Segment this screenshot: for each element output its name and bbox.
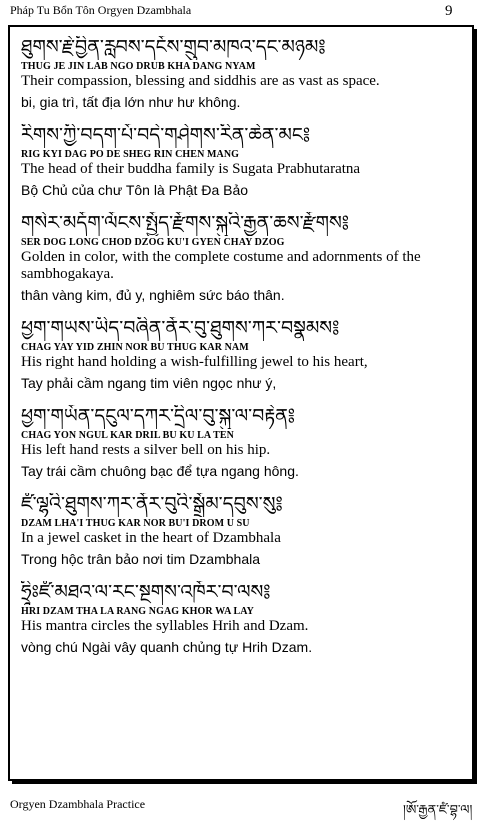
english-line: His mantra circles the syllables Hrih and Dzam.: [21, 618, 309, 634]
verse-block: [21, 212, 461, 305]
page-number: 9: [445, 3, 453, 19]
tibetan-line: ཛཾ་ལྷའི་ཐུགས་ཀར་ནོར་བུའི་སྒྲོམ་དབུས་སུ༔: [21, 493, 283, 515]
vietnamese-line: bi, gia trì, tất địa lớn như hư không.: [21, 94, 241, 110]
verse-block: [21, 405, 461, 481]
verse-block: [21, 124, 461, 200]
vietnamese-line: Bộ Chủ của chư Tôn là Phật Đa Bảo: [21, 182, 249, 198]
transliteration-line: SER DOG LONG CHOD DZOG KU'I GYEN CHAY DZOG: [21, 237, 285, 248]
verse-list: [21, 28, 461, 657]
tibetan-line: རིགས་ཀྱི་བདག་པོ་བདེ་གཤེགས་རིན་ཆེན་མང༔: [21, 124, 311, 146]
transliteration-line: CHAG YAY YID ZHIN NOR BU THUG KAR NAM: [21, 342, 249, 353]
frame-shadow-bottom: [12, 781, 477, 784]
vietnamese-line: Tay phải cầm ngang tim viên ngọc như ý,: [21, 375, 277, 391]
verse-block: [21, 36, 461, 112]
tibetan-line: ཧྲཱིཿཛཾ་མཐའ་ལ་རང་སྔགས་འཁོར་བ་ལས༔: [21, 581, 271, 603]
transliteration-line: CHAG YON NGUL KAR DRIL BU KU LA TEN: [21, 430, 234, 441]
verse-block: [21, 317, 461, 393]
english-line: His left hand rests a silver bell on his hip.: [21, 442, 271, 458]
tibetan-line: གསེར་མདོག་ལོངས་སྤྱོད་རྫོགས་སྐུའི་རྒྱན་ཆས་རྫོགས༔: [21, 212, 350, 234]
footer-tibetan-title: །ཨོ་རྒྱན་ཛཾ་བྷ་ལ།: [403, 803, 473, 818]
running-footer-title: Orgyen Dzambhala Practice: [10, 797, 146, 811]
tibetan-line: ཕྱག་གཡོན་དངུལ་དཀར་དྲིལ་བུ་སྐུ་ལ་བརྟེན༔: [21, 405, 296, 427]
transliteration-line: RIG KYI DAG PO DE SHEG RIN CHEN MANG: [21, 149, 240, 160]
english-line: The head of their buddha family is Sugata Prabhutaratna: [21, 161, 361, 177]
transliteration-line: HRI DZAM THA LA RANG NGAG KHOR WA LAY: [21, 606, 254, 617]
frame-shadow-right: [474, 29, 477, 784]
vietnamese-line: Tay trái cầm chuông bạc để tựa ngang hông.: [21, 463, 299, 479]
running-header-title: Pháp Tu Bổn Tôn Orgyen Dzambhala: [10, 3, 192, 17]
english-line: His right hand holding a wish-fulfilling jewel to his heart,: [21, 354, 368, 370]
transliteration-line: DZAM LHA'I THUG KAR NOR BU'I DROM U SU: [21, 518, 250, 529]
english-line: Golden in color, with the complete costume and adornments of the sambhogakaya.: [21, 249, 421, 282]
tibetan-line: ཐུགས་རྗེ་བྱིན་རླབས་དངོས་གྲུབ་མཁའ་དང་མཉམ༔: [21, 36, 326, 58]
transliteration-line: THUG JE JIN LAB NGO DRUB KHA DANG NYAM: [21, 61, 256, 72]
vietnamese-line: thân vàng kim, đủ y, nghiêm sức báo thân.: [21, 287, 285, 303]
english-line: In a jewel casket in the heart of Dzambhala: [21, 530, 281, 546]
verse-block: [21, 493, 461, 569]
english-line: Their compassion, blessing and siddhis are as vast as space.: [21, 73, 380, 89]
tibetan-line: ཕྱག་གཡས་ཡིད་བཞིན་ནོར་བུ་ཐུགས་ཀར་བསྣམས༔: [21, 317, 340, 339]
vietnamese-line: vòng chú Ngài vây quanh chủng tự Hrih Dzam.: [21, 639, 313, 655]
verse-block: [21, 581, 461, 657]
vietnamese-line: Trong hộc trân bảo nơi tim Dzambhala: [21, 551, 260, 567]
